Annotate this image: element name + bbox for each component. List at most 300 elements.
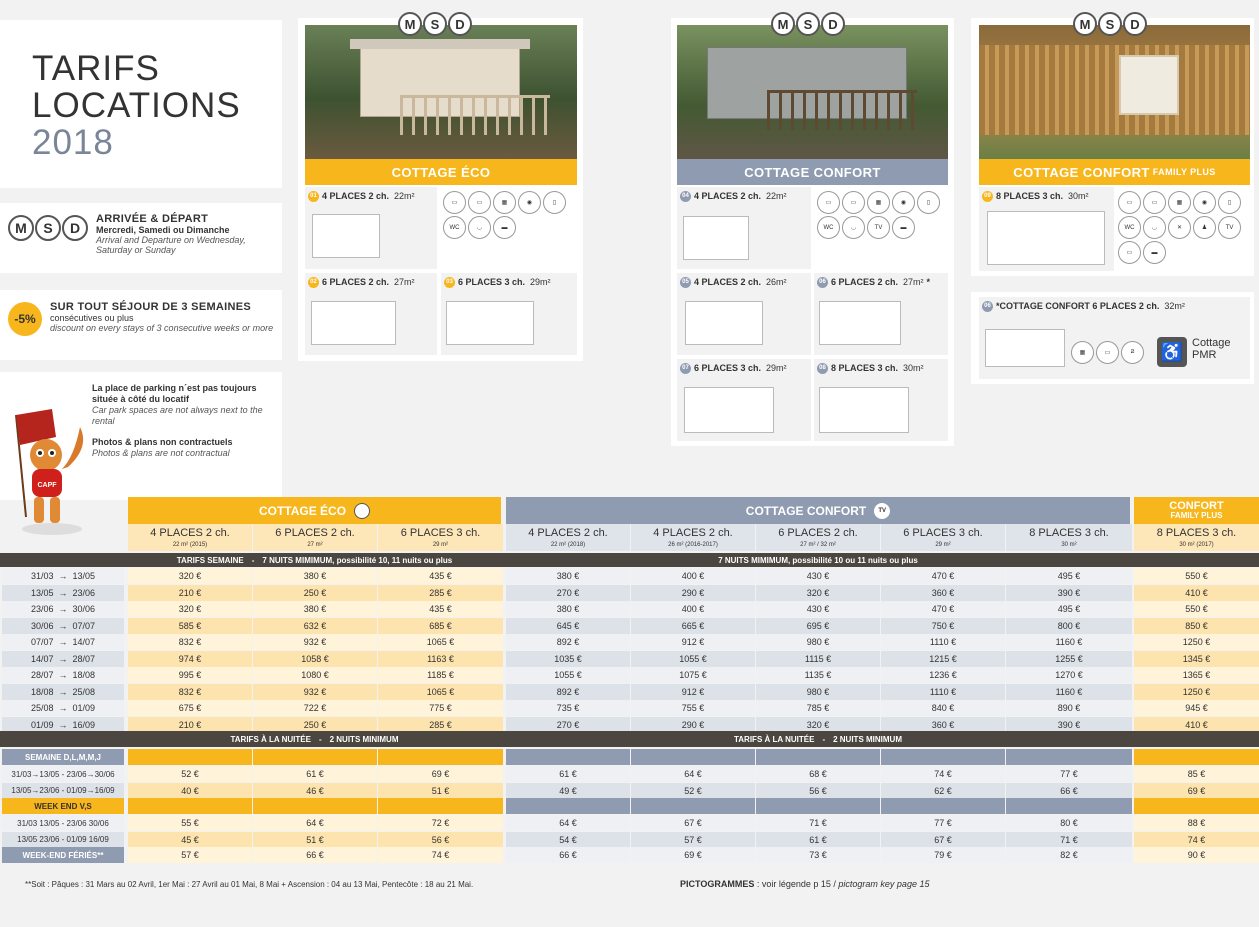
price-cell: 945 € <box>1134 700 1259 716</box>
price-cell: 67 € <box>631 815 755 831</box>
price-cell: 995 € <box>128 667 252 683</box>
price-cell: 550 € <box>1134 568 1259 584</box>
unit-area: 27m² <box>394 277 415 287</box>
price-cell: 410 € <box>1134 717 1259 733</box>
pictogram-legend <box>680 879 929 889</box>
price-cell: 62 € <box>881 783 1005 799</box>
floor-plan <box>683 216 749 260</box>
price-cell: 74 € <box>881 766 1005 782</box>
unit-area: 22m² <box>766 191 787 201</box>
price-cell: 64 € <box>631 766 755 782</box>
cottage-eco-photo <box>305 25 577 159</box>
column-header <box>253 524 377 551</box>
msd-s-icon: S <box>423 12 447 36</box>
fridge-icon: ▦ <box>867 191 890 214</box>
eco-unit-01 <box>305 187 437 269</box>
floor-plan <box>985 329 1065 367</box>
cottage-confort-photo <box>677 25 948 159</box>
discount-heading: SUR TOUT SÉJOUR DE 3 SEMAINES <box>50 301 252 313</box>
group-family-sub: FAMILY PLUS <box>1170 510 1223 520</box>
column-label: 4 PLACES 2 ch. <box>528 527 608 539</box>
price-cell: 1065 € <box>378 634 503 650</box>
price-cell: 1110 € <box>881 634 1005 650</box>
car-icon: ▬ <box>892 216 915 239</box>
photos-en: Photos & plans are not contractual <box>92 448 230 458</box>
arrow-icon: → <box>58 719 68 730</box>
car-icon: ▬ <box>493 216 516 239</box>
arrow-icon: → <box>58 670 68 680</box>
period-from: 30/06 <box>30 620 54 631</box>
confort-unit-04 <box>677 187 811 269</box>
column-header <box>506 524 630 551</box>
wc-icon: WC <box>1118 216 1141 239</box>
price-cell: 430 € <box>756 568 880 584</box>
price-cell: 932 € <box>253 684 377 700</box>
price-cell: 912 € <box>631 684 755 700</box>
period-from: 01/09 <box>30 719 54 730</box>
unit-number: 01 <box>308 191 319 202</box>
price-cell: 470 € <box>881 601 1005 617</box>
price-cell: 90 € <box>1134 847 1259 863</box>
period-label: 31/03 13/05 - 23/06 30/06 <box>2 815 124 831</box>
price-cell: 665 € <box>631 618 755 634</box>
price-cell: 775 € <box>378 700 503 716</box>
price-cell: 56 € <box>756 783 880 799</box>
discount-english: discount on every stays of 3 consecutive weeks or more <box>50 323 274 333</box>
price-cell: 360 € <box>881 717 1005 733</box>
bed-x2-icon: ▭ <box>468 191 491 214</box>
msd-m-icon: M <box>8 215 34 241</box>
price-cell: 1250 € <box>1134 634 1259 650</box>
price-cell: 67 € <box>881 832 1005 848</box>
price-cell: 912 € <box>631 634 755 650</box>
section-label: WEEK END V,S <box>2 798 124 814</box>
section-fill <box>881 798 1005 814</box>
title-line2: LOCATIONS <box>32 86 241 125</box>
weekly-bar <box>0 553 1259 567</box>
price-cell: 380 € <box>253 601 377 617</box>
period-to: 01/09 <box>72 703 96 713</box>
arrow-icon: → <box>58 653 68 664</box>
price-cell: 1110 € <box>881 684 1005 700</box>
floor-plan <box>311 301 396 345</box>
bar-sep: - <box>318 734 322 744</box>
unit-number: 04 <box>680 191 691 202</box>
person-icon: ♟ <box>1193 216 1216 239</box>
section-fill <box>378 798 503 814</box>
price-cell: 390 € <box>1006 717 1132 733</box>
column-label: 6 PLACES 2 ch. <box>275 527 355 539</box>
eco-amenity-icons <box>443 191 573 239</box>
column-label: 6 PLACES 3 ch. <box>903 527 983 539</box>
period-label <box>2 601 124 617</box>
price-row <box>0 618 1259 634</box>
cottage-family-photo <box>979 25 1250 159</box>
price-cell: 890 € <box>1006 700 1132 716</box>
nightly-bar-part <box>128 731 501 747</box>
price-cell: 1163 € <box>378 651 503 667</box>
price-cell: 1236 € <box>881 667 1005 683</box>
no-tv-icon <box>354 503 370 519</box>
price-cell: 892 € <box>506 684 630 700</box>
squirrel-mascot-icon <box>2 407 92 537</box>
section-label: SEMAINE D,L,M,M,J <box>2 749 124 765</box>
section-fill <box>1134 798 1259 814</box>
price-cell: 410 € <box>1134 585 1259 601</box>
column-header <box>128 524 252 551</box>
price-cell: 400 € <box>631 601 755 617</box>
period-from: 31/03 <box>30 571 54 581</box>
price-cell: 320 € <box>128 601 252 617</box>
price-cell: 66 € <box>1006 783 1132 799</box>
msd-d-icon: D <box>1123 12 1147 36</box>
cottage-confort-panel <box>671 18 954 446</box>
nightly-bar <box>0 731 1259 747</box>
baby-icon: ✕ <box>1168 216 1191 239</box>
column-header <box>1134 524 1259 551</box>
unit-number: 02 <box>308 277 319 288</box>
floor-plan <box>446 301 534 345</box>
price-cell: 380 € <box>253 568 377 584</box>
price-row <box>0 667 1259 683</box>
parking-fr: La place de parking n´est pas toujours située à côté du locatif <box>92 383 257 404</box>
unit-label: 6 PLACES 2 ch. <box>322 277 390 287</box>
wc-icon: WC <box>817 216 840 239</box>
section-row <box>0 798 1259 814</box>
price-cell: 73 € <box>756 847 880 863</box>
fridge-icon: ▦ <box>1168 191 1191 214</box>
family-banner-title: COTTAGE CONFORT <box>1013 164 1150 180</box>
price-cell: 210 € <box>128 585 252 601</box>
price-cell: 735 € <box>506 700 630 716</box>
price-cell: 1115 € <box>756 651 880 667</box>
price-cell: 380 € <box>506 601 630 617</box>
column-header <box>631 524 755 551</box>
pmr-label: Cottage PMR <box>1192 337 1231 361</box>
column-sub: 30 m² (2017) <box>1179 542 1214 548</box>
period-from: 14/07 <box>30 653 54 664</box>
column-header <box>881 524 1005 551</box>
group-family-header <box>1134 497 1259 524</box>
weekly-bar-mid: 7 NUITS MIMIMUM, possibilité 10, 11 nuits ou plus <box>262 555 453 565</box>
price-cell: 54 € <box>506 832 630 848</box>
price-cell: 1080 € <box>253 667 377 683</box>
price-cell: 840 € <box>881 700 1005 716</box>
weekly-bar-left <box>128 553 501 567</box>
price-cell: 974 € <box>128 651 252 667</box>
price-cell: 285 € <box>378 717 503 733</box>
parking-en: Car park spaces are not always next to the rental <box>92 405 263 426</box>
parking-info <box>0 372 282 500</box>
price-cell: 1055 € <box>506 667 630 683</box>
unit-number: 03 <box>444 277 455 288</box>
price-cell: 80 € <box>1006 815 1132 831</box>
period-to: 30/06 <box>72 604 96 614</box>
price-cell: 69 € <box>1134 783 1259 799</box>
unit-label: 4 PLACES 2 ch. <box>694 277 762 287</box>
price-cell: 980 € <box>756 634 880 650</box>
pmr-unit <box>979 297 1250 379</box>
period-to: 23/06 <box>72 587 96 598</box>
period-from: 13/05 <box>30 587 54 598</box>
price-cell: 632 € <box>253 618 377 634</box>
price-cell: 69 € <box>631 847 755 863</box>
section-fill <box>756 798 880 814</box>
picto-italic: pictogram key page 15 <box>838 879 930 889</box>
period-label <box>2 568 124 584</box>
msd-m-icon: M <box>398 12 422 36</box>
period-to: 28/07 <box>72 653 96 664</box>
wheelchair-icon: ♿ <box>1157 337 1187 367</box>
column-label: 4 PLACES 2 ch. <box>653 527 733 539</box>
unit-area: 29m² <box>766 363 787 373</box>
price-row <box>0 601 1259 617</box>
bed-x2-icon: ▭ <box>1096 341 1119 364</box>
column-label: 8 PLACES 3 ch. <box>1156 527 1237 539</box>
price-cell: 320 € <box>756 585 880 601</box>
msd-s-icon: S <box>796 12 820 36</box>
price-cell: 71 € <box>1006 832 1132 848</box>
price-cell: 1250 € <box>1134 684 1259 700</box>
wc-icon: WC <box>443 216 466 239</box>
nightly-bar-title: TARIFS À LA NUITÉE <box>230 734 311 744</box>
price-cell: 1255 € <box>1006 651 1132 667</box>
arrival-departure-info <box>0 203 282 273</box>
arrow-icon: → <box>58 686 68 697</box>
price-cell: 722 € <box>253 700 377 716</box>
column-label: 4 PLACES 2 ch. <box>150 527 230 539</box>
bed-x2-icon: ▭ <box>1143 191 1166 214</box>
period-from: 18/08 <box>30 686 54 697</box>
price-cell: 1058 € <box>253 651 377 667</box>
price-cell: 360 € <box>881 585 1005 601</box>
unit-label: 8 PLACES 3 ch. <box>831 363 899 373</box>
kettle-icon: ▯ <box>917 191 940 214</box>
unit-star: * <box>926 277 931 287</box>
period-label: 13/05 23/06 - 01/09 16/09 <box>2 832 124 848</box>
group-confort-header <box>506 497 1130 524</box>
price-cell: 250 € <box>253 717 377 733</box>
family-msd-badge <box>1073 12 1147 36</box>
unit-label: 8 PLACES 3 ch. <box>996 191 1064 201</box>
price-cell: 892 € <box>506 634 630 650</box>
bunk-icon: ▦ <box>1071 341 1094 364</box>
price-cell: 72 € <box>378 815 503 831</box>
price-cell: 68 € <box>756 766 880 782</box>
stove-icon: ◉ <box>1193 191 1216 214</box>
period-to: 07/07 <box>72 620 96 631</box>
price-cell: 675 € <box>128 700 252 716</box>
unit-label: 4 PLACES 2 ch. <box>694 191 762 201</box>
price-cell: 390 € <box>1006 585 1132 601</box>
msd-m-icon: M <box>771 12 795 36</box>
price-cell: 51 € <box>378 783 503 799</box>
no-bed-icon: ⧄ <box>1121 341 1144 364</box>
price-cell: 585 € <box>128 618 252 634</box>
column-sub: 30 m² <box>1061 542 1077 548</box>
bed-x2-icon: ▭ <box>842 191 865 214</box>
arrow-icon: → <box>58 587 68 598</box>
column-header <box>378 524 503 551</box>
price-row <box>0 832 1259 848</box>
period-from: 23/06 <box>30 604 54 614</box>
price-cell: 64 € <box>253 815 377 831</box>
price-cell: 40 € <box>128 783 252 799</box>
price-row <box>0 568 1259 584</box>
unit-label: 6 PLACES 3 ch. <box>694 363 762 373</box>
price-cell: 470 € <box>881 568 1005 584</box>
floor-plan <box>987 211 1105 265</box>
price-cell: 61 € <box>506 766 630 782</box>
price-cell: 430 € <box>756 601 880 617</box>
holiday-label: WEEK-END FÉRIÉS** <box>2 847 124 863</box>
discount-info <box>0 290 282 360</box>
period-label <box>2 618 124 634</box>
confort-unit-06 <box>814 273 948 355</box>
floor-plan <box>312 214 380 258</box>
price-cell: 52 € <box>128 766 252 782</box>
price-cell: 77 € <box>881 815 1005 831</box>
cottage-family-panel <box>971 18 1254 276</box>
price-cell: 210 € <box>128 717 252 733</box>
msd-m-icon: M <box>1073 12 1097 36</box>
arrow-icon: → <box>58 637 68 647</box>
bed-icon: ▭ <box>817 191 840 214</box>
price-cell: 79 € <box>881 847 1005 863</box>
section-fill <box>881 749 1005 765</box>
arrival-days: Mercredi, Samedi ou Dimanche <box>96 225 230 235</box>
unit-area: 26m² <box>766 277 787 287</box>
pmr-amenity-icons <box>1071 341 1151 364</box>
price-cell: 69 € <box>378 766 503 782</box>
kettle-icon: ▯ <box>543 191 566 214</box>
group-eco-header <box>128 497 501 524</box>
column-header <box>756 524 880 551</box>
confort-unit-07 <box>677 359 811 441</box>
section-fill <box>506 749 630 765</box>
price-row <box>0 684 1259 700</box>
discount-badge: -5% <box>8 302 42 336</box>
section-fill <box>631 749 755 765</box>
unit-number: 05 <box>680 277 691 288</box>
price-cell: 1215 € <box>881 651 1005 667</box>
section-fill <box>1134 749 1259 765</box>
price-cell: 785 € <box>756 700 880 716</box>
nightly-bar-title: TARIFS À LA NUITÉE <box>733 734 815 744</box>
period-from: 28/07 <box>30 670 54 680</box>
cottage-eco-panel <box>298 18 583 361</box>
price-row <box>0 651 1259 667</box>
price-cell: 77 € <box>1006 766 1132 782</box>
group-family-label: CONFORT <box>1169 499 1224 512</box>
price-row <box>0 847 1259 863</box>
column-sub: 26 m² (2016-2017) <box>668 542 718 548</box>
cottage-confort-banner: COTTAGE CONFORT <box>677 159 948 185</box>
msd-s-icon: S <box>1098 12 1122 36</box>
cottage-eco-banner: COTTAGE ÉCO <box>305 159 577 185</box>
tv-icon: TV <box>867 216 890 239</box>
column-sub: 22 m² (2015) <box>172 542 208 548</box>
msd-d-icon: D <box>821 12 845 36</box>
unit-number: 07 <box>680 363 691 374</box>
price-cell: 1270 € <box>1006 667 1132 683</box>
floor-plan <box>685 301 763 345</box>
bar-sep: - <box>251 555 255 565</box>
price-cell: 800 € <box>1006 618 1132 634</box>
family-unit-09 <box>979 187 1114 271</box>
price-cell: 61 € <box>756 832 880 848</box>
unit-area: 22m² <box>394 191 415 201</box>
column-header <box>1006 524 1132 551</box>
period-label: 31/03→13/05 - 23/06→30/06 <box>2 766 124 782</box>
group-eco-label: COTTAGE ÉCO <box>258 503 347 518</box>
price-cell: 850 € <box>1134 618 1259 634</box>
price-row <box>0 783 1259 799</box>
picto-bold: PICTOGRAMMES <box>680 879 755 889</box>
period-to: 25/08 <box>72 686 96 697</box>
price-cell: 71 € <box>756 815 880 831</box>
tv-icon: TV <box>874 503 890 519</box>
unit-number: 09 <box>982 191 993 202</box>
period-from: 07/07 <box>30 637 54 647</box>
column-label: 8 PLACES 3 ch. <box>1029 527 1109 539</box>
car-icon: ▬ <box>1143 241 1166 264</box>
unit-number: 08 <box>817 363 828 374</box>
price-cell: 1160 € <box>1006 634 1132 650</box>
weekly-bar-title: TARIFS SEMAINE <box>176 555 244 565</box>
column-label: 6 PLACES 3 ch. <box>400 527 481 539</box>
floor-plan <box>819 387 909 433</box>
eco-msd-badge <box>398 12 472 36</box>
price-cell: 1055 € <box>631 651 755 667</box>
discount-subtitle: consécutives ou plus <box>50 313 134 323</box>
price-cell: 755 € <box>631 700 755 716</box>
bar-sep: - <box>822 734 826 744</box>
price-cell: 685 € <box>378 618 503 634</box>
section-fill <box>1006 749 1132 765</box>
price-cell: 932 € <box>253 634 377 650</box>
price-cell: 320 € <box>128 568 252 584</box>
price-cell: 1035 € <box>506 651 630 667</box>
period-label <box>2 667 124 683</box>
unit-number: 06 <box>817 277 828 288</box>
stove-icon: ◉ <box>518 191 541 214</box>
nightly-bar-mid: 2 NUITS MINIMUM <box>329 734 399 744</box>
price-cell: 250 € <box>253 585 377 601</box>
title-year: 2018 <box>32 123 114 162</box>
section-fill <box>253 798 377 814</box>
price-cell: 550 € <box>1134 601 1259 617</box>
footnote: **Soit : Pâques : 31 Mars au 02 Avril, 1er Mai : 27 Avril au 01 Mai, 8 Mai + Ascension : 04 au 13 Mai, Pentecôte : 18 au 21 Mai. <box>25 880 474 889</box>
section-fill <box>756 749 880 765</box>
period-label: 13/05→23/06 - 01/09→16/09 <box>2 783 124 799</box>
price-row <box>0 815 1259 831</box>
price-cell: 49 € <box>506 783 630 799</box>
price-cell: 57 € <box>128 847 252 863</box>
price-cell: 88 € <box>1134 815 1259 831</box>
kettle-icon: ▯ <box>1218 191 1241 214</box>
weekly-bar-right: 7 NUITS MIMIMUM, possibilité 10 ou 11 nuits ou plus <box>506 553 1130 567</box>
title-block <box>0 20 282 188</box>
section-row <box>0 749 1259 765</box>
arrival-heading: ARRIVÉE & DÉPART <box>96 213 209 225</box>
price-cell: 980 € <box>756 684 880 700</box>
unit-area: 27m² <box>903 277 924 287</box>
section-fill <box>128 798 252 814</box>
floor-plan <box>684 387 774 433</box>
column-sub: 22 m² (2018) <box>550 542 586 548</box>
title-line1: TARIFS <box>32 49 160 88</box>
